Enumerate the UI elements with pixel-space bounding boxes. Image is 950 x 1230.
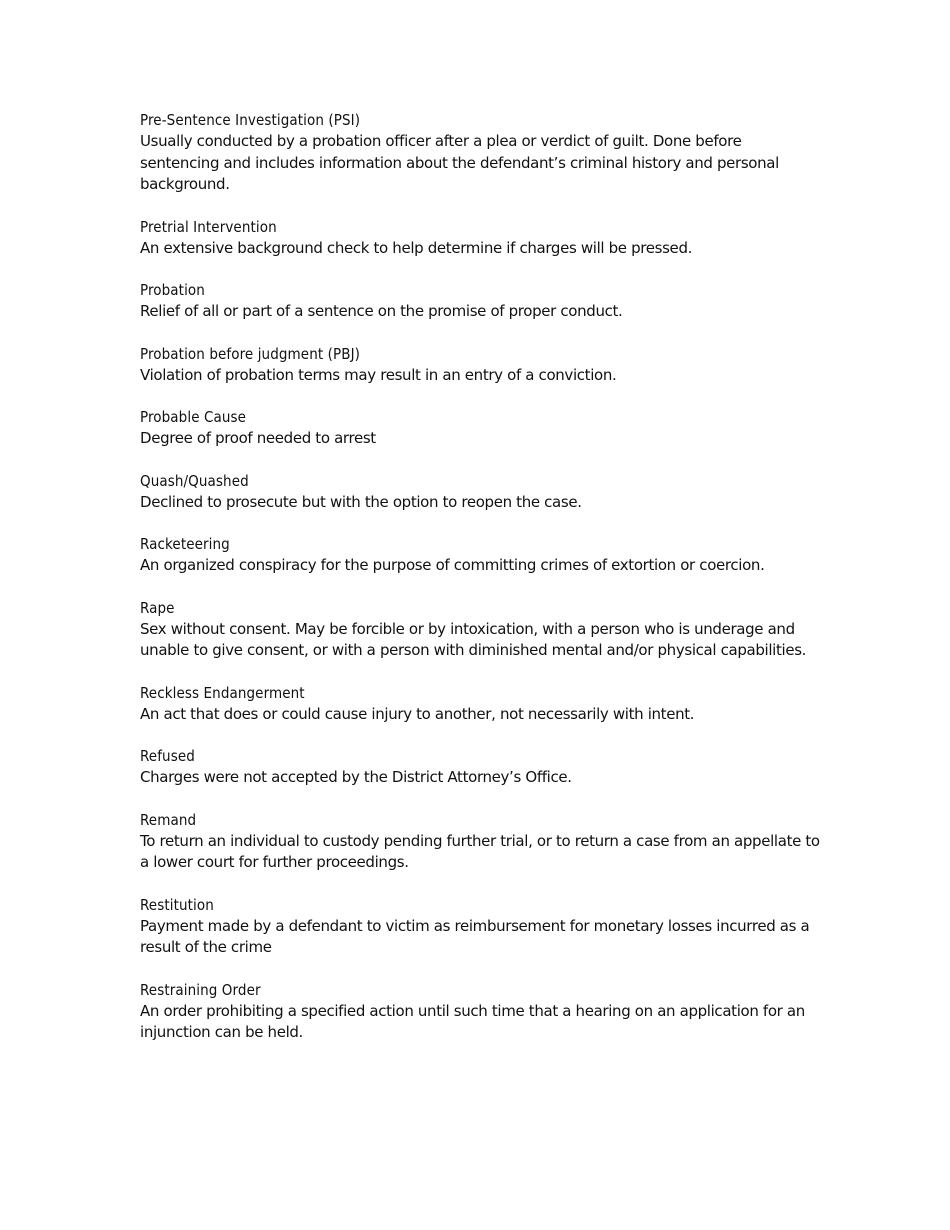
glossary-term: Probation before judgment (PBJ) [140, 344, 361, 363]
glossary-term: Remand [140, 810, 197, 829]
glossary-definition: Sex without consent. May be forcible or by intoxication, with a person who is underage and unable to give consent, or with a person with diminished mental and/or physical capabilities. [140, 619, 807, 659]
glossary-definition: Relief of all or part of a sentence on the promise of proper conduct. [140, 302, 623, 320]
glossary-definition: Payment made by a defendant to victim as reimbursement for monetary losses incurred as a result of the crime [140, 916, 810, 956]
glossary-entry-quash [140, 471, 820, 514]
glossary-definition: An extensive background check to help determine if charges will be pressed. [140, 238, 693, 257]
glossary-term: Rape [140, 598, 175, 617]
glossary-term: Restitution [140, 895, 214, 914]
glossary-term: Pretrial Intervention [140, 217, 277, 236]
glossary-term: Restraining Order [140, 980, 261, 999]
glossary-term: Pre-Sentence Investigation (PSI) [140, 111, 361, 129]
glossary-term: Racketeering [140, 535, 230, 553]
glossary-definition: Usually conducted by a probation officer after a plea or verdict of guilt. Done before sentencing and includes information about the defendant’s criminal history and personal background. [140, 132, 779, 193]
glossary-entry-pbj [140, 344, 820, 387]
glossary-term: Probation [140, 281, 205, 299]
glossary-term: Reckless Endangerment [140, 683, 305, 702]
glossary-entry-rape [140, 598, 820, 662]
glossary-entry-probable-cause [140, 407, 820, 450]
glossary-entry-remand [140, 810, 820, 874]
glossary-entry-probation [140, 280, 820, 323]
glossary-definition: An organized conspiracy for the purpose of committing crimes of extortion or coercion. [140, 556, 765, 574]
glossary-term: Probable Cause [140, 408, 247, 426]
glossary-entry-restraining-order [140, 980, 820, 1044]
glossary-entry-psi [140, 110, 820, 196]
glossary-entry-reckless-endangerment [140, 683, 820, 726]
glossary-definition: Charges were not accepted by the District Attorney’s Office. [140, 768, 572, 786]
glossary-definition: Violation of probation terms may result in an entry of a conviction. [140, 365, 617, 384]
glossary-entry-refused [140, 746, 820, 789]
glossary-term: Refused [140, 747, 195, 765]
glossary-list [140, 110, 820, 1065]
glossary-definition: Declined to prosecute but with the option to reopen the case. [140, 492, 582, 511]
glossary-term: Quash/Quashed [140, 471, 249, 490]
glossary-definition: To return an individual to custody pending further trial, or to return a case from an appellate to a lower court for further proceedings. [140, 831, 820, 871]
glossary-definition: Degree of proof needed to arrest [140, 429, 376, 447]
glossary-definition: An act that does or could cause injury to another, not necessarily with intent. [140, 704, 695, 723]
glossary-definition: An order prohibiting a specified action until such time that a hearing on an application for an injunction can be held. [140, 1001, 805, 1041]
glossary-entry-pretrial-intervention [140, 217, 820, 260]
glossary-entry-restitution [140, 895, 820, 959]
glossary-entry-racketeering [140, 534, 820, 577]
